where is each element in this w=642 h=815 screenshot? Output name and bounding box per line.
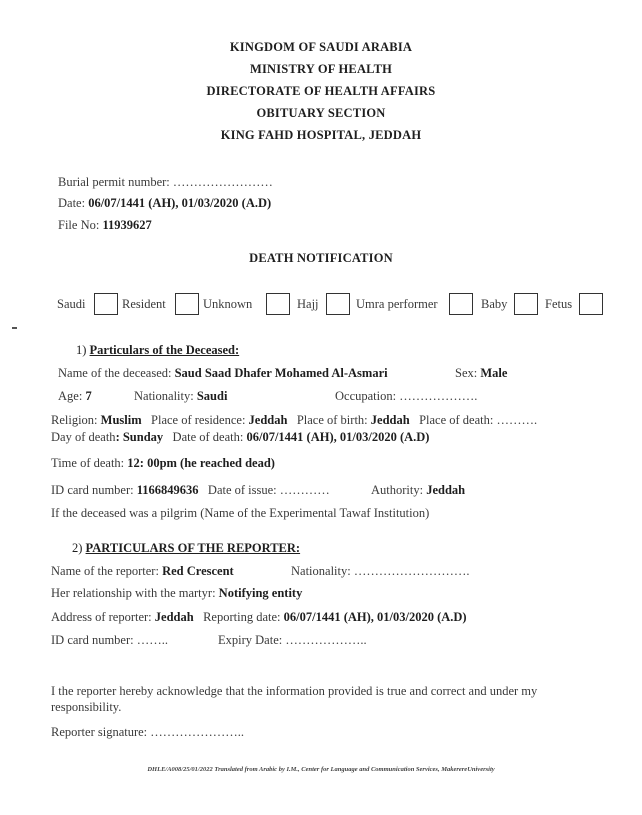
section-2-heading [72, 541, 300, 556]
residence-value: Jeddah [248, 413, 288, 427]
id-card-label: ID card number: [51, 483, 134, 497]
reporter-id-line: ID card number: …….. [51, 633, 168, 647]
reporter-name-label: Name of the reporter: [51, 564, 159, 578]
time-of-death-value: 12: 00pm (he reached dead) [127, 456, 275, 470]
id-card-line [51, 483, 330, 498]
sex-line [455, 366, 507, 381]
age-line [58, 389, 92, 404]
category-baby-checkbox[interactable] [514, 293, 538, 315]
category-umra-label: Umra performer [356, 297, 438, 311]
reporter-name-line [51, 564, 234, 579]
date-value: 06/07/1441 (AH), 01/03/2020 (A.D) [88, 196, 272, 210]
relationship-value: Notifying entity [218, 586, 303, 600]
reporter-expiry-line: Expiry Date: ……………….. [218, 633, 367, 647]
death-place-label: Place of death: ………. [419, 413, 538, 427]
date-line [58, 196, 271, 211]
reporting-date-value: 06/07/1441 (AH), 01/03/2020 (A.D) [283, 610, 467, 624]
acknowledgement-line-1: I the reporter hereby acknowledge that the information provided is true and correct and under my [51, 684, 538, 698]
header-line-4: OBITUARY SECTION [256, 106, 386, 120]
acknowledgement-line-2: responsibility. [51, 700, 122, 714]
category-fetus-label: Fetus [545, 297, 573, 311]
pilgrim-line: If the deceased was a pilgrim (Name of the Experimental Tawaf Institution) [51, 506, 430, 520]
category-hajj-label: Hajj [297, 297, 319, 311]
sex-label: Sex: [455, 366, 478, 380]
header-line-5: KING FAHD HOSPITAL, JEDDAH [220, 128, 422, 142]
file-line [58, 218, 152, 233]
reporter-address-value: Jeddah [154, 610, 194, 624]
reporter-address-label: Address of reporter: [51, 610, 152, 624]
authority-label: Authority: [371, 483, 424, 497]
sex-value: Male [480, 366, 508, 380]
death-date-label: Date of death: [172, 430, 244, 444]
day-of-death-line [51, 430, 429, 445]
nationality-label: Nationality: [134, 389, 194, 403]
birth-label: Place of birth: [296, 413, 368, 427]
age-label: Age: [58, 389, 83, 403]
reporter-nationality-line: Nationality: ………………………. [291, 564, 470, 578]
category-baby-label: Baby [481, 297, 508, 311]
category-fetus-checkbox[interactable] [579, 293, 603, 315]
translation-footer: DHLE/A008/25/01/2022 Translated from Arabic by I.M., Center for Language and Communication Services, MakerereUniversity [147, 766, 495, 773]
section-1-number: 1) [76, 343, 87, 357]
deceased-name-label: Name of the deceased: [58, 366, 172, 380]
section-2-number: 2) [72, 541, 83, 555]
reporter-signature-line: Reporter signature: ………………….. [51, 725, 245, 739]
issue-date-label: Date of issue: ………… [207, 483, 330, 497]
category-resident-label: Resident [122, 297, 166, 311]
day-of-death-label: Day of death [51, 430, 116, 444]
category-unknown-checkbox[interactable] [266, 293, 290, 315]
category-umra-checkbox[interactable] [449, 293, 473, 315]
time-of-death-label: Time of death: [51, 456, 125, 470]
religion-line [51, 413, 537, 428]
authority-value: Jeddah [426, 483, 466, 497]
file-label: File No: [58, 218, 100, 232]
header-line-3: DIRECTORATE OF HEALTH AFFAIRS [206, 84, 436, 98]
nationality-line [134, 389, 227, 404]
nationality-value: Saudi [196, 389, 228, 403]
authority-line [371, 483, 465, 498]
header-line-1: KINGDOM OF SAUDI ARABIA [229, 40, 413, 54]
time-of-death-line [51, 456, 275, 471]
age-value: 7 [85, 389, 92, 403]
residence-label: Place of residence: [151, 413, 246, 427]
reporter-name-value: Red Crescent [162, 564, 234, 578]
religion-label: Religion: [51, 413, 98, 427]
section-1-heading [76, 343, 239, 358]
religion-value: Muslim [100, 413, 142, 427]
occupation-line: Occupation: ………………. [335, 389, 478, 403]
relationship-label: Her relationship with the martyr: [51, 586, 216, 600]
category-hajj-checkbox[interactable] [326, 293, 350, 315]
reporter-address-line [51, 610, 467, 625]
deceased-name-value: Saud Saad Dhafer Mohamed Al-Asmari [174, 366, 388, 380]
birth-value: Jeddah [370, 413, 410, 427]
burial-permit-line: Burial permit number: …………………… [58, 175, 273, 189]
category-saudi-checkbox[interactable] [94, 293, 118, 315]
header-line-2: MINISTRY OF HEALTH [249, 62, 393, 76]
section-1-title: Particulars of the Deceased: [89, 343, 240, 357]
section-2-title: PARTICULARS OF THE REPORTER: [85, 541, 301, 555]
day-of-death-value: : Sunday [115, 430, 164, 444]
death-date-value: 06/07/1441 (AH), 01/03/2020 (A.D) [246, 430, 430, 444]
scan-mark [12, 327, 17, 329]
date-label: Date: [58, 196, 86, 210]
category-saudi-label: Saudi [57, 297, 86, 311]
file-value: 11939627 [102, 218, 152, 232]
relationship-line [51, 586, 302, 601]
id-card-value: 1166849636 [136, 483, 199, 497]
reporting-date-label: Reporting date: [203, 610, 281, 624]
category-resident-checkbox[interactable] [175, 293, 199, 315]
category-unknown-label: Unknown [203, 297, 253, 311]
document-title: DEATH NOTIFICATION [249, 251, 393, 265]
deceased-name-line [58, 366, 388, 381]
